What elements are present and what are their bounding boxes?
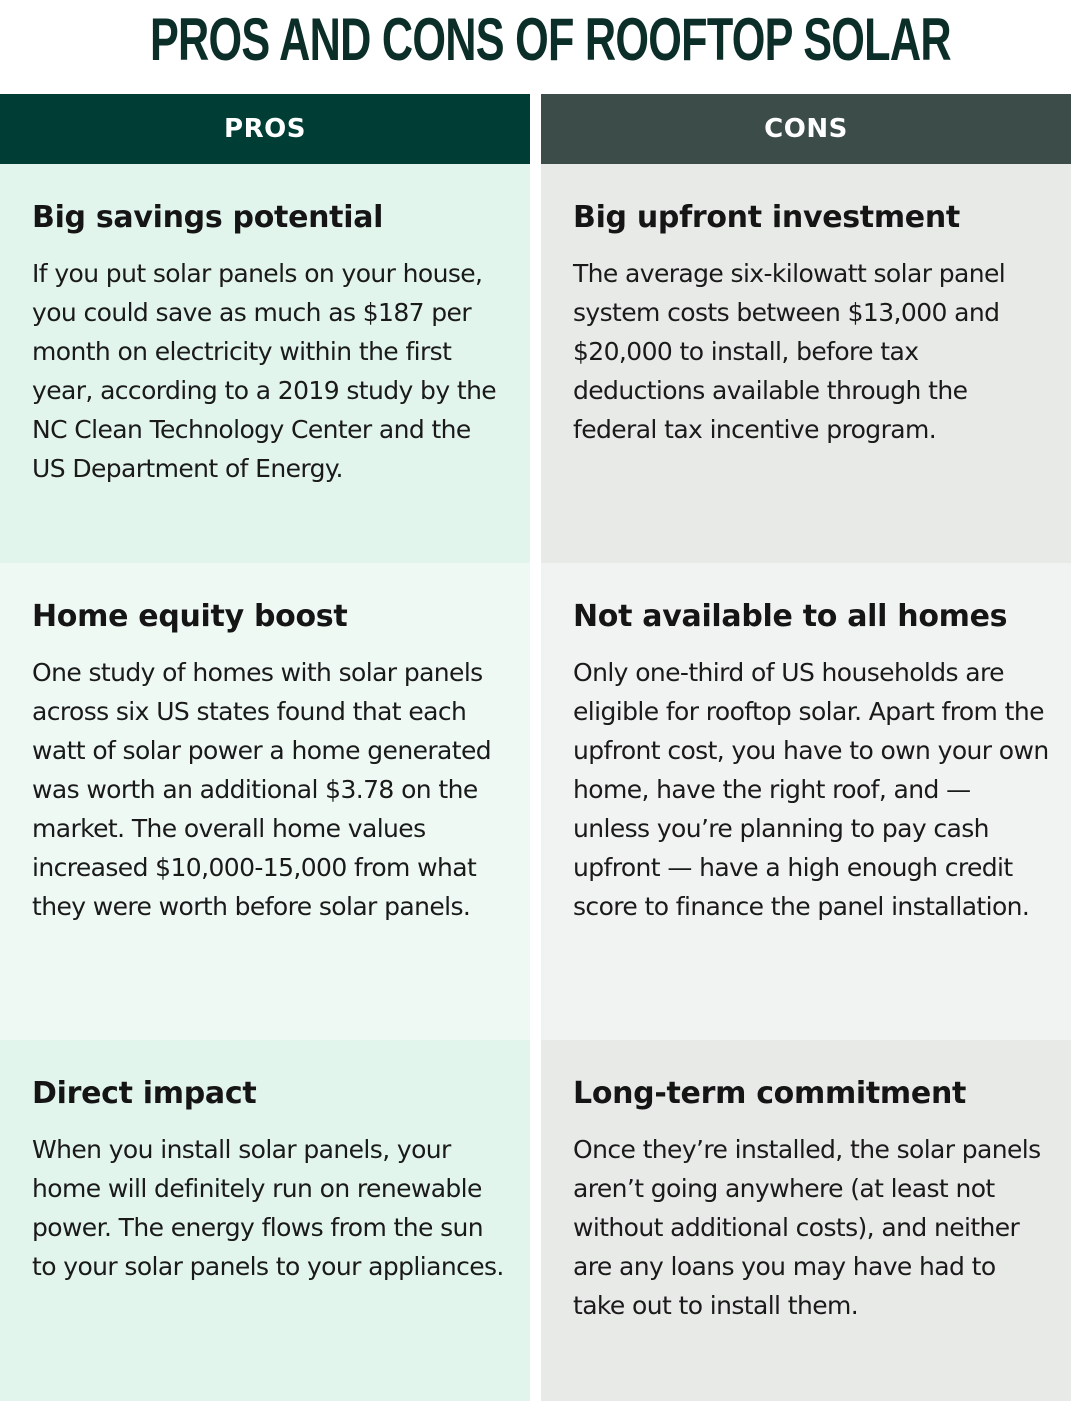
pros-item-heading: Direct impact (32, 1076, 257, 1111)
pros-item-body: When you install solar panels, your home will definitely run on renewable power. The energy flows from the sun to your solar panels to your appliances. (32, 1135, 504, 1281)
cons-item-body: Only one-third of US households are eligible for rooftop solar. Apart from the upfront cost, you have to own your own home, have the right roof, and — unless you’re planning to pay cash upfront — have a high enough credit score to finance the panel installation. (573, 658, 1049, 921)
cons-item-heading: Not available to all homes (573, 599, 1008, 634)
cons-item-heading: Big upfront investment (573, 200, 960, 235)
cons-column (541, 94, 1071, 1401)
page-title: PROS AND CONS OF ROOFTOP SOLAR (149, 6, 951, 73)
cons-header: CONS (541, 94, 1071, 164)
pros-item-body: One study of homes with solar panels across six US states found that each watt of solar power a home generated was worth an additional $3.78 on the market. The overall home values increased $10,000-15,000 from what they were worth before solar panels. (32, 658, 492, 921)
pros-item (0, 164, 530, 563)
cons-item-heading: Long-term commitment (573, 1076, 967, 1111)
pros-column (0, 94, 530, 1401)
cons-item (541, 563, 1071, 1040)
pros-item-heading: Home equity boost (32, 599, 348, 634)
cons-item-body: The average six-kilowatt solar panel system costs between $13,000 and $20,000 to install, before tax deductions available through the federal tax incentive program. (573, 259, 1006, 444)
cons-item (541, 1040, 1071, 1401)
pros-item-heading: Big savings potential (32, 200, 384, 235)
pros-item-body: If you put solar panels on your house, you could save as much as $187 per month on electricity within the first year, according to a 2019 study by the NC Clean Technology Center and the US Department of Energy. (32, 259, 497, 483)
pros-item (0, 563, 530, 1040)
cons-item-body: Once they’re installed, the solar panels aren’t going anywhere (at least not without additional costs), and neither are any loans you may have had to take out to install them. (573, 1135, 1041, 1320)
pros-item (0, 1040, 530, 1401)
pros-header: PROS (0, 94, 530, 164)
cons-item (541, 164, 1071, 563)
